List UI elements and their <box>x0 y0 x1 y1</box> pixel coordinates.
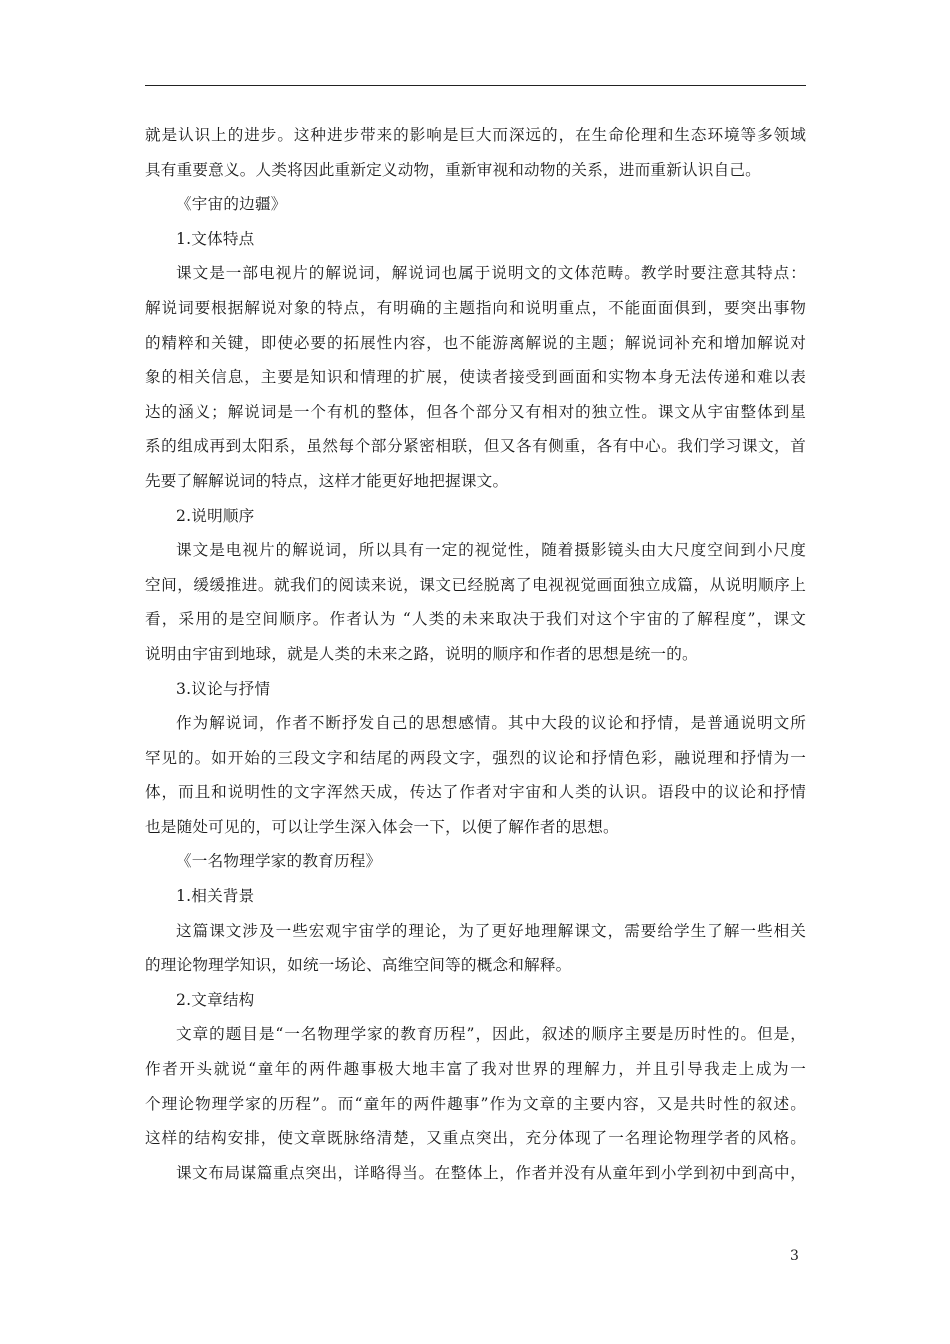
text-line: 的理论物理学知识，如统一场论、高维空间等的概念和解释。 <box>145 956 572 975</box>
text-line: 解说词要根据解说对象的特点，有明确的主题指向和说明重点，不能面面俱到，要突出事物 <box>145 298 806 317</box>
text-line: 1.相关背景 <box>176 887 255 906</box>
text-line: 作为解说词，作者不断抒发自己的思想感情。其中大段的议论和抒情，是普通说明文所 <box>176 714 806 733</box>
text-line: 文章的题目是“一名物理学家的教育历程”，因此，叙述的顺序主要是历时性的。但是， <box>176 1025 806 1044</box>
page-number: 3 <box>790 1248 799 1264</box>
text-line: 就是认识上的进步。这种进步带来的影响是巨大而深远的，在生命伦理和生态环境等多领域 <box>145 126 806 144</box>
text-line: 作者开头就说“童年的两件趣事极大地丰富了我对世界的理解力，并且引导我走上成为一 <box>145 1060 806 1079</box>
text-line: 2.文章结构 <box>176 990 255 1009</box>
text-line: 2.说明顺序 <box>176 506 255 525</box>
text-line: 也是随处可见的，可以让学生深入体会一下，以便了解作者的思想。 <box>145 817 619 836</box>
text-line: 《宇宙的边疆》 <box>176 195 287 214</box>
text-line: 个理论物理学家的历程”。而“童年的两件趣事”作为文章的主要内容，又是共时性的叙述。 <box>145 1094 806 1113</box>
text-line: 体，而且和说明性的文字浑然天成，传达了作者对宇宙和人类的认识。语段中的议论和抒情 <box>145 783 806 802</box>
text-line: 课文是一部电视片的解说词，解说词也属于说明文的文体范畴。教学时要注意其特点： <box>176 264 806 283</box>
text-line: 这篇课文涉及一些宏观宇宙学的理论，为了更好地理解课文，需要给学生了解一些相关 <box>176 921 806 940</box>
text-line: 课文是电视片的解说词，所以具有一定的视觉性，随着摄影镜头由大尺度空间到小尺度 <box>176 541 806 560</box>
text-line: 具有重要意义。人类将因此重新定义动物，重新审视和动物的关系，进而重新认识自己。 <box>145 160 761 179</box>
document-body <box>145 118 806 1190</box>
text-line: 空间，缓缓推进。就我们的阅读来说，课文已经脱离了电视视觉画面独立成篇，从说明顺序上 <box>145 575 806 594</box>
text-line: 课文布局谋篇重点突出，详略得当。在整体上，作者并没有从童年到小学到初中到高中， <box>176 1163 806 1182</box>
text-line: 象的相关信息，主要是知识和情理的扩展，使读者接受到画面和实物本身无法传递和难以表 <box>145 368 806 387</box>
text-line: 罕见的。如开始的三段文字和结尾的两段文字，强烈的议论和抒情色彩，融说理和抒情为一 <box>145 748 806 767</box>
text-line: 系的组成再到太阳系，虽然每个部分紧密相联，但又各有侧重，各有中心。我们学习课文，首 <box>145 437 806 456</box>
text-line: 先要了解解说词的特点，这样才能更好地把握课文。 <box>145 471 509 490</box>
text-line: 《一名物理学家的教育历程》 <box>176 852 382 871</box>
text-line: 达的涵义；解说词是一个有机的整体，但各个部分又有相对的独立性。课文从宇宙整体到星 <box>145 402 806 421</box>
text-line: 3.议论与抒情 <box>176 679 271 698</box>
text-line: 1.文体特点 <box>176 229 255 248</box>
text-line: 看，采用的是空间顺序。作者认为 “人类的未来取决于我们对这个宇宙的了解程度”，课文 <box>145 610 806 629</box>
text-line: 的精粹和关键，即使必要的拓展性内容，也不能游离解说的主题；解说词补充和增加解说对 <box>145 333 806 352</box>
text-line: 这样的结构安排，使文章既脉络清楚，又重点突出，充分体现了一名理论物理学者的风格。 <box>145 1129 806 1148</box>
header-rule <box>145 85 806 86</box>
text-line: 说明由宇宙到地球，就是人类的未来之路，说明的顺序和作者的思想是统一的。 <box>145 644 698 663</box>
